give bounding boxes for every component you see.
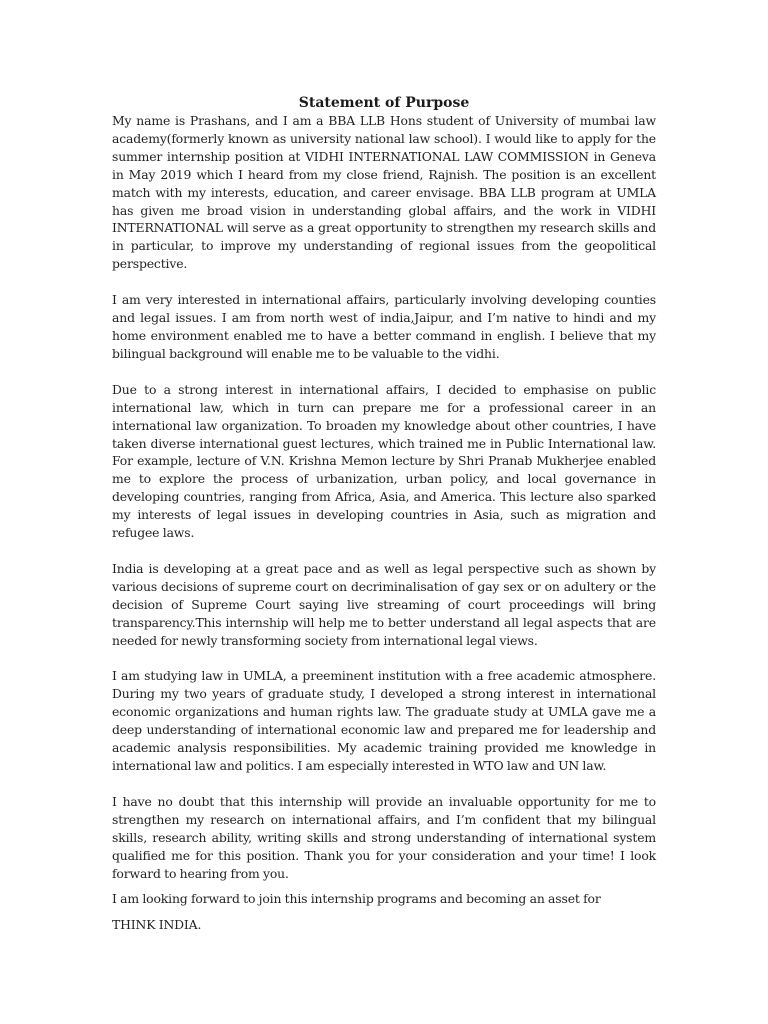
paragraph-spacer — [112, 363, 656, 381]
paragraph-spacer — [112, 542, 656, 560]
paragraph-spacer — [112, 649, 656, 667]
closing-organization: THINK INDIA. — [112, 917, 202, 933]
closing-line: I am looking forward to join this internship programs and becoming an asset for — [112, 891, 601, 907]
document-title: Statement of Purpose — [298, 95, 470, 111]
paragraph-interest: Due to a strong interest in international affairs, I decided to emphasise on public international law, which in turn can prepare me for a professional career in an international law organization. To broaden my knowledge about other countries, I have taken diverse international guest lectures, which trained me in Public International law. For example, lecture of V.N. Krishna Memon lecture by Shri Pranab Mukherjee enabled me to explore the process of urbanization, urban policy, and local governance in developing countries, ranging from Africa, Asia, and America. This lecture also sparked my interests of legal issues in developing countries in Asia, such as migration and refugee laws. — [112, 381, 656, 541]
paragraph-education: I am studying law in UMLA, a preeminent institution with a free academic atmosphere. During my two years of graduate study, I developed a strong interest in international economic organizations and human rights law. The graduate study at UMLA gave me a deep understanding of international economic law and prepared me for leadership and academic analysis responsibilities. My academic training provided me knowledge in international law and politics. I am especially interested in WTO law and UN law. — [112, 668, 656, 773]
paragraph-introduction: My name is Prashans, and I am a BBA LLB Hons student of University of mumbai law academy(formerly known as university national law school). I would like to apply for the summer internship position at VIDHI INTERNATIONAL LAW COMMISSION in Geneva in May 2019 which I heard from my close friend, Rajnish. The position is an excellent match with my interests, education, and career envisage. BBA LLB program at UMLA has given me broad vision in understanding global affairs, and the work in VIDHI INTERNATIONAL will serve as a great opportunity to strengthen my research skills and in particular, to improve my understanding of regional issues from the geopolitical perspective. — [112, 113, 656, 272]
paragraph-spacer — [112, 273, 656, 291]
paragraph-spacer — [112, 775, 656, 793]
paragraph-conclusion: I have no doubt that this internship will provide an invaluable opportunity for me to strengthen my research on international affairs, and I’m confident that my bilingual skills, research ability, writing skills and strong understanding of international system qualified me for this position. Thank you for your consideration and your time! I look forward to hearing from you. — [112, 793, 656, 881]
paragraph-background: I am very interested in international affairs, particularly involving developing counties and legal issues. I am from north west of india,Jaipur, and I’m native to hindi and my home environment enabled me to have a better command in english. I believe that my bilingual background will enable me to be valuable to the vidhi. — [112, 292, 656, 361]
document-page — [112, 94, 656, 934]
paragraph-spacer — [112, 908, 656, 916]
paragraph-india-development: India is developing at a great pace and as well as legal perspective such as shown by various decisions of supreme court on decriminalisation of gay sex or on adultery or the decision of Supreme Court saying live streaming of court proceedings will bring transparency.This internship will help me to better understand all legal aspects that are needed for newly transforming society from international legal views. — [112, 560, 656, 648]
paragraph-spacer — [112, 882, 656, 890]
